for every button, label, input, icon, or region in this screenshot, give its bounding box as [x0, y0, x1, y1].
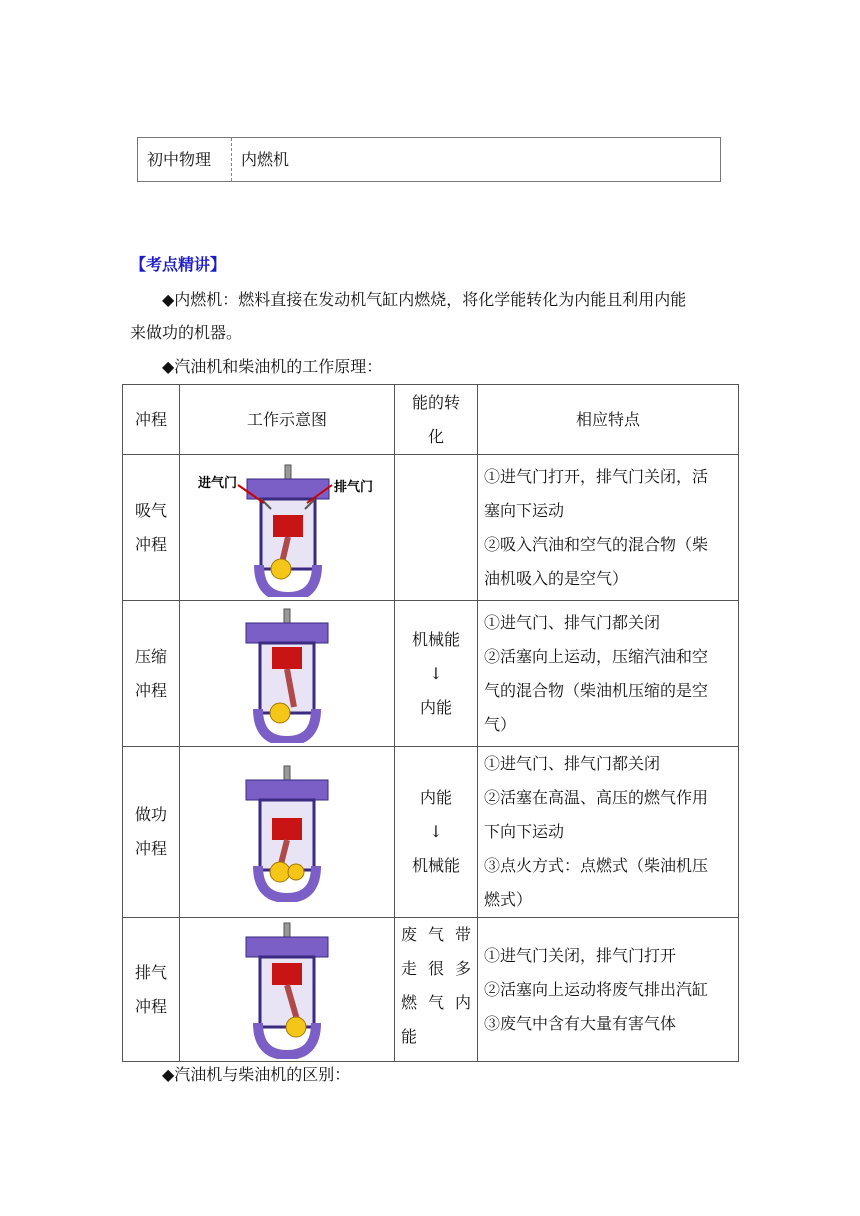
intake-valve-label: 进气门 [198, 474, 238, 490]
diagram-cell [180, 918, 395, 1062]
header-topic: 内燃机 [241, 150, 290, 169]
diagram-cell [180, 455, 395, 601]
energy-conversion: 内能 ↓ 机械能 [395, 747, 478, 918]
power-stroke-diagram [232, 762, 342, 902]
energy-conversion: 机械能 ↓ 内能 [395, 601, 478, 747]
section-title: 【考点精讲】 [130, 255, 227, 274]
difference-intro: ◆汽油机与柴油机的区别： [162, 1065, 351, 1084]
header-subject-cell [138, 138, 232, 181]
stroke-name: 排气 冲程 [123, 918, 180, 1062]
header-energy: 能的转 化 [395, 385, 478, 455]
features-cell: ①进气门、排气门都关闭 ②活塞向上运动，压缩汽油和空 气的混合物（柴油机压缩的是空 气） [478, 601, 739, 747]
header-features: 相应特点 [478, 385, 739, 455]
table-row [123, 601, 739, 747]
table-row [123, 747, 739, 918]
intake-stroke-diagram [182, 459, 392, 597]
header-diagram: 工作示意图 [180, 385, 395, 455]
stroke-name: 压缩 冲程 [123, 601, 180, 747]
diagram-cell [180, 747, 395, 918]
header-box [137, 137, 721, 182]
energy-conversion: 废气带 走很多 燃气内 能 [395, 918, 478, 1062]
exhaust-valve-label: 排气门 [334, 478, 374, 494]
table-header-row [123, 385, 739, 455]
header-subject: 初中物理 [147, 150, 212, 169]
table-row [123, 455, 739, 601]
definition-line-2: 来做功的机器。 [130, 323, 243, 342]
engine-stroke-table [122, 384, 739, 1062]
features-cell: ①进气门、排气门都关闭 ②活塞在高温、高压的燃气作用 下向下运动 ③点火方式：点燃式（柴油机压 燃式） [478, 747, 739, 918]
table-row [123, 918, 739, 1062]
principle-intro: ◆汽油机和柴油机的工作原理： [162, 357, 383, 376]
diagram-cell [180, 601, 395, 747]
compression-stroke-diagram [232, 605, 342, 743]
stroke-name: 吸气 冲程 [123, 455, 180, 601]
exhaust-stroke-diagram [232, 921, 342, 1059]
stroke-name: 做功 冲程 [123, 747, 180, 918]
features-cell: ①进气门打开，排气门关闭，活 塞向下运动 ②吸入汽油和空气的混合物（柴 油机吸入的是空气） [478, 455, 739, 601]
definition-line-1: ◆内燃机：燃料直接在发动机气缸内燃烧，将化学能转化为内能且利用内能 [162, 290, 687, 309]
header-stroke: 冲程 [123, 385, 180, 455]
down-arrow-icon: ↓ [429, 822, 443, 841]
energy-conversion [395, 455, 478, 601]
features-cell: ①进气门关闭，排气门打开 ②活塞向上运动将废气排出汽缸 ③废气中含有大量有害气体 [478, 918, 739, 1062]
down-arrow-icon: ↓ [429, 663, 443, 683]
